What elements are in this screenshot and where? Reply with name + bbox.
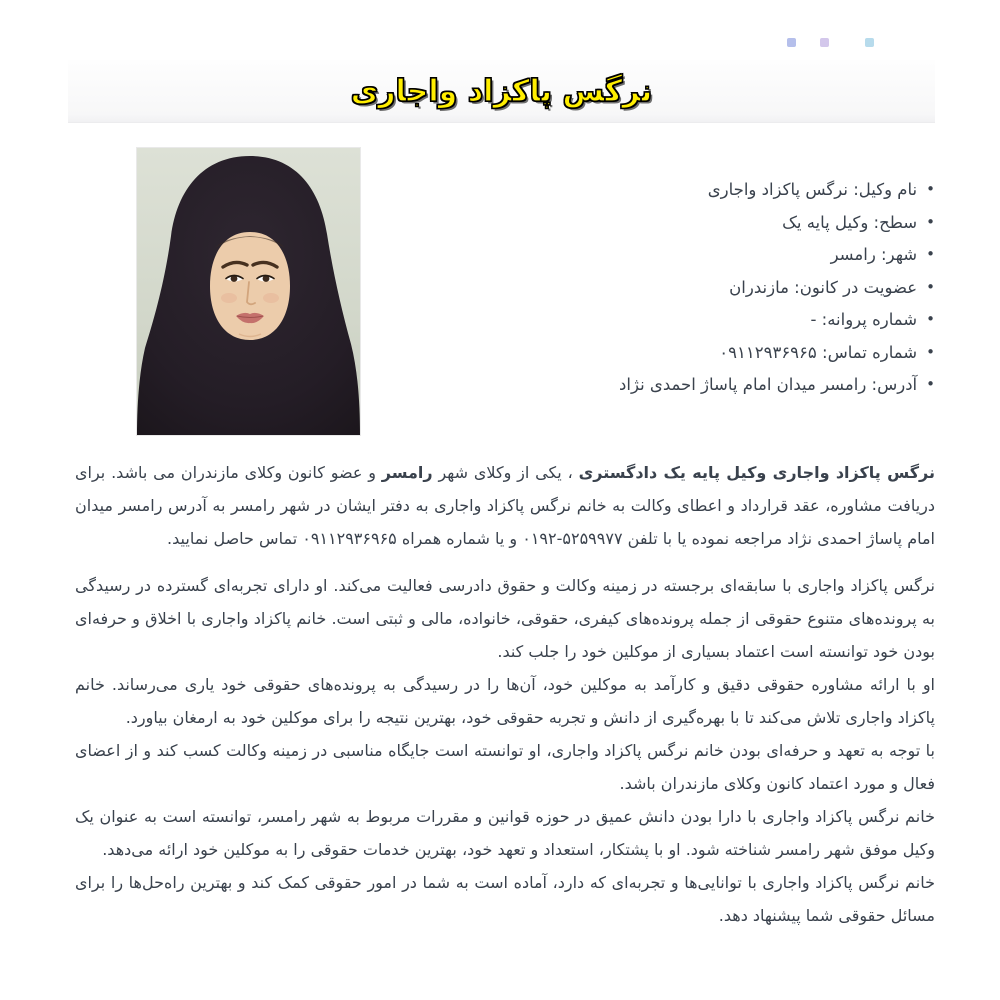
share-icon-3[interactable] xyxy=(865,38,874,47)
body-paragraph-1: نرگس پاکزاد واجاری با سابقه‌ای برجسته در زمینه وکالت و حقوق دادرسی فعالیت می‌کند. او دارای تجربه‌ای گسترده در رسیدگی به پرونده‌های متنوع حقوقی از جمله پرونده‌های کیفری، حقوقی، خانواده، مالی و ثبتی است. خانم پاکزاد واجاری با اخلاق و حرفه‌ای بودن خود توانسته است اعتماد بسیاری از موکلین خود را جلب کند. xyxy=(75,576,935,661)
portrait-illustration xyxy=(137,148,360,435)
body-paragraph-4: خانم نرگس پاکزاد واجاری با دارا بودن دانش عمیق در حوزه قوانین و مقررات مربوط به شهر رامسر، توانسته است به عنوان یک وکیل موفق شهر رامسر شناخته شود. او با پشتکار، استعداد و تعهد خود، بهترین خدمات حقوقی را به موکلین خود ارائه می‌دهد. xyxy=(75,807,935,859)
body-paragraph-3: با توجه به تعهد و حرفه‌ای بودن خانم نرگس پاکزاد واجاری، او توانسته است جایگاه مناسبی در زمینه وکالت کسب کند و از اعضای فعال و مورد اعتماد کانون وکلای مازندران باشد. xyxy=(75,741,935,793)
profile-section xyxy=(75,148,935,435)
detail-address: • آدرس: رامسر میدان امام پاساژ احمدی نژاد xyxy=(360,369,935,402)
detail-city: • شهر: رامسر xyxy=(360,239,935,272)
lawyer-details-list xyxy=(360,148,935,402)
body-paragraph-2: او با ارائه مشاوره حقوقی دقیق و کارآمد به موکلین خود، آن‌ها را در رسیدگی به پرونده‌های حقوقی خود یاری می‌رساند. خانم پاکزاد واجاری تلاش می‌کند تا با بهره‌گیری از دانش و تجربه حقوقی خود، بهترین نتیجه را برای موکلین خود به ارمغان بیاورد. xyxy=(75,675,935,727)
detail-phone: • شماره تماس: ۰۹۱۱۲۹۳۶۹۶۵ xyxy=(360,337,935,370)
intro-bold-name: نرگس پاکزاد واجاری وکیل پایه یک دادگستری xyxy=(578,463,936,482)
share-icon-1[interactable] xyxy=(787,38,796,47)
detail-license-number: • شماره پروانه: - xyxy=(360,304,935,337)
article xyxy=(75,456,935,932)
page-title: نرگس پاکزاد واجاری xyxy=(350,73,653,109)
body-paragraph-5: خانم نرگس پاکزاد واجاری با توانایی‌ها و تجربه‌ای که دارد، آماده است به شما در امور حقوقی کمک کند و بهترین راه‌حل‌ها را برای مسائل حقوقی شما پیشنهاد دهد. xyxy=(75,873,935,925)
intro-segment: ، یکی از وکلای شهر xyxy=(432,463,579,482)
lawyer-portrait-photo xyxy=(137,148,360,435)
intro-paragraph xyxy=(75,456,935,555)
title-band xyxy=(68,60,935,123)
topbar-share-icons xyxy=(780,36,890,50)
detail-level: • سطح: وکیل پایه یک xyxy=(360,207,935,240)
content xyxy=(75,148,935,932)
intro-segment: و عضو کانون وکلای مازندران می باشد. برای دریافت مشاوره، عقد قرارداد و اعطای وکالت به خانم نرگس پاکزاد واجاری به دفتر ایشان در شهر رامسر به آدرس رامسر میدان امام پاساژ احمدی نژاد مراجعه نموده یا با تلفن ۵۲۵۹۹۷۷-۰۱۹۲ و یا شماره همراه ۰۹۱۱۲۹۳۶۹۶۵ تماس حاصل نمایید. xyxy=(75,463,935,548)
detail-bar-membership: • عضویت در کانون: مازندران xyxy=(360,272,935,305)
intro-bold-city: رامسر xyxy=(381,463,433,482)
detail-name: • نام وکیل: نرگس پاکزاد واجاری xyxy=(360,174,935,207)
share-icon-2[interactable] xyxy=(820,38,829,47)
